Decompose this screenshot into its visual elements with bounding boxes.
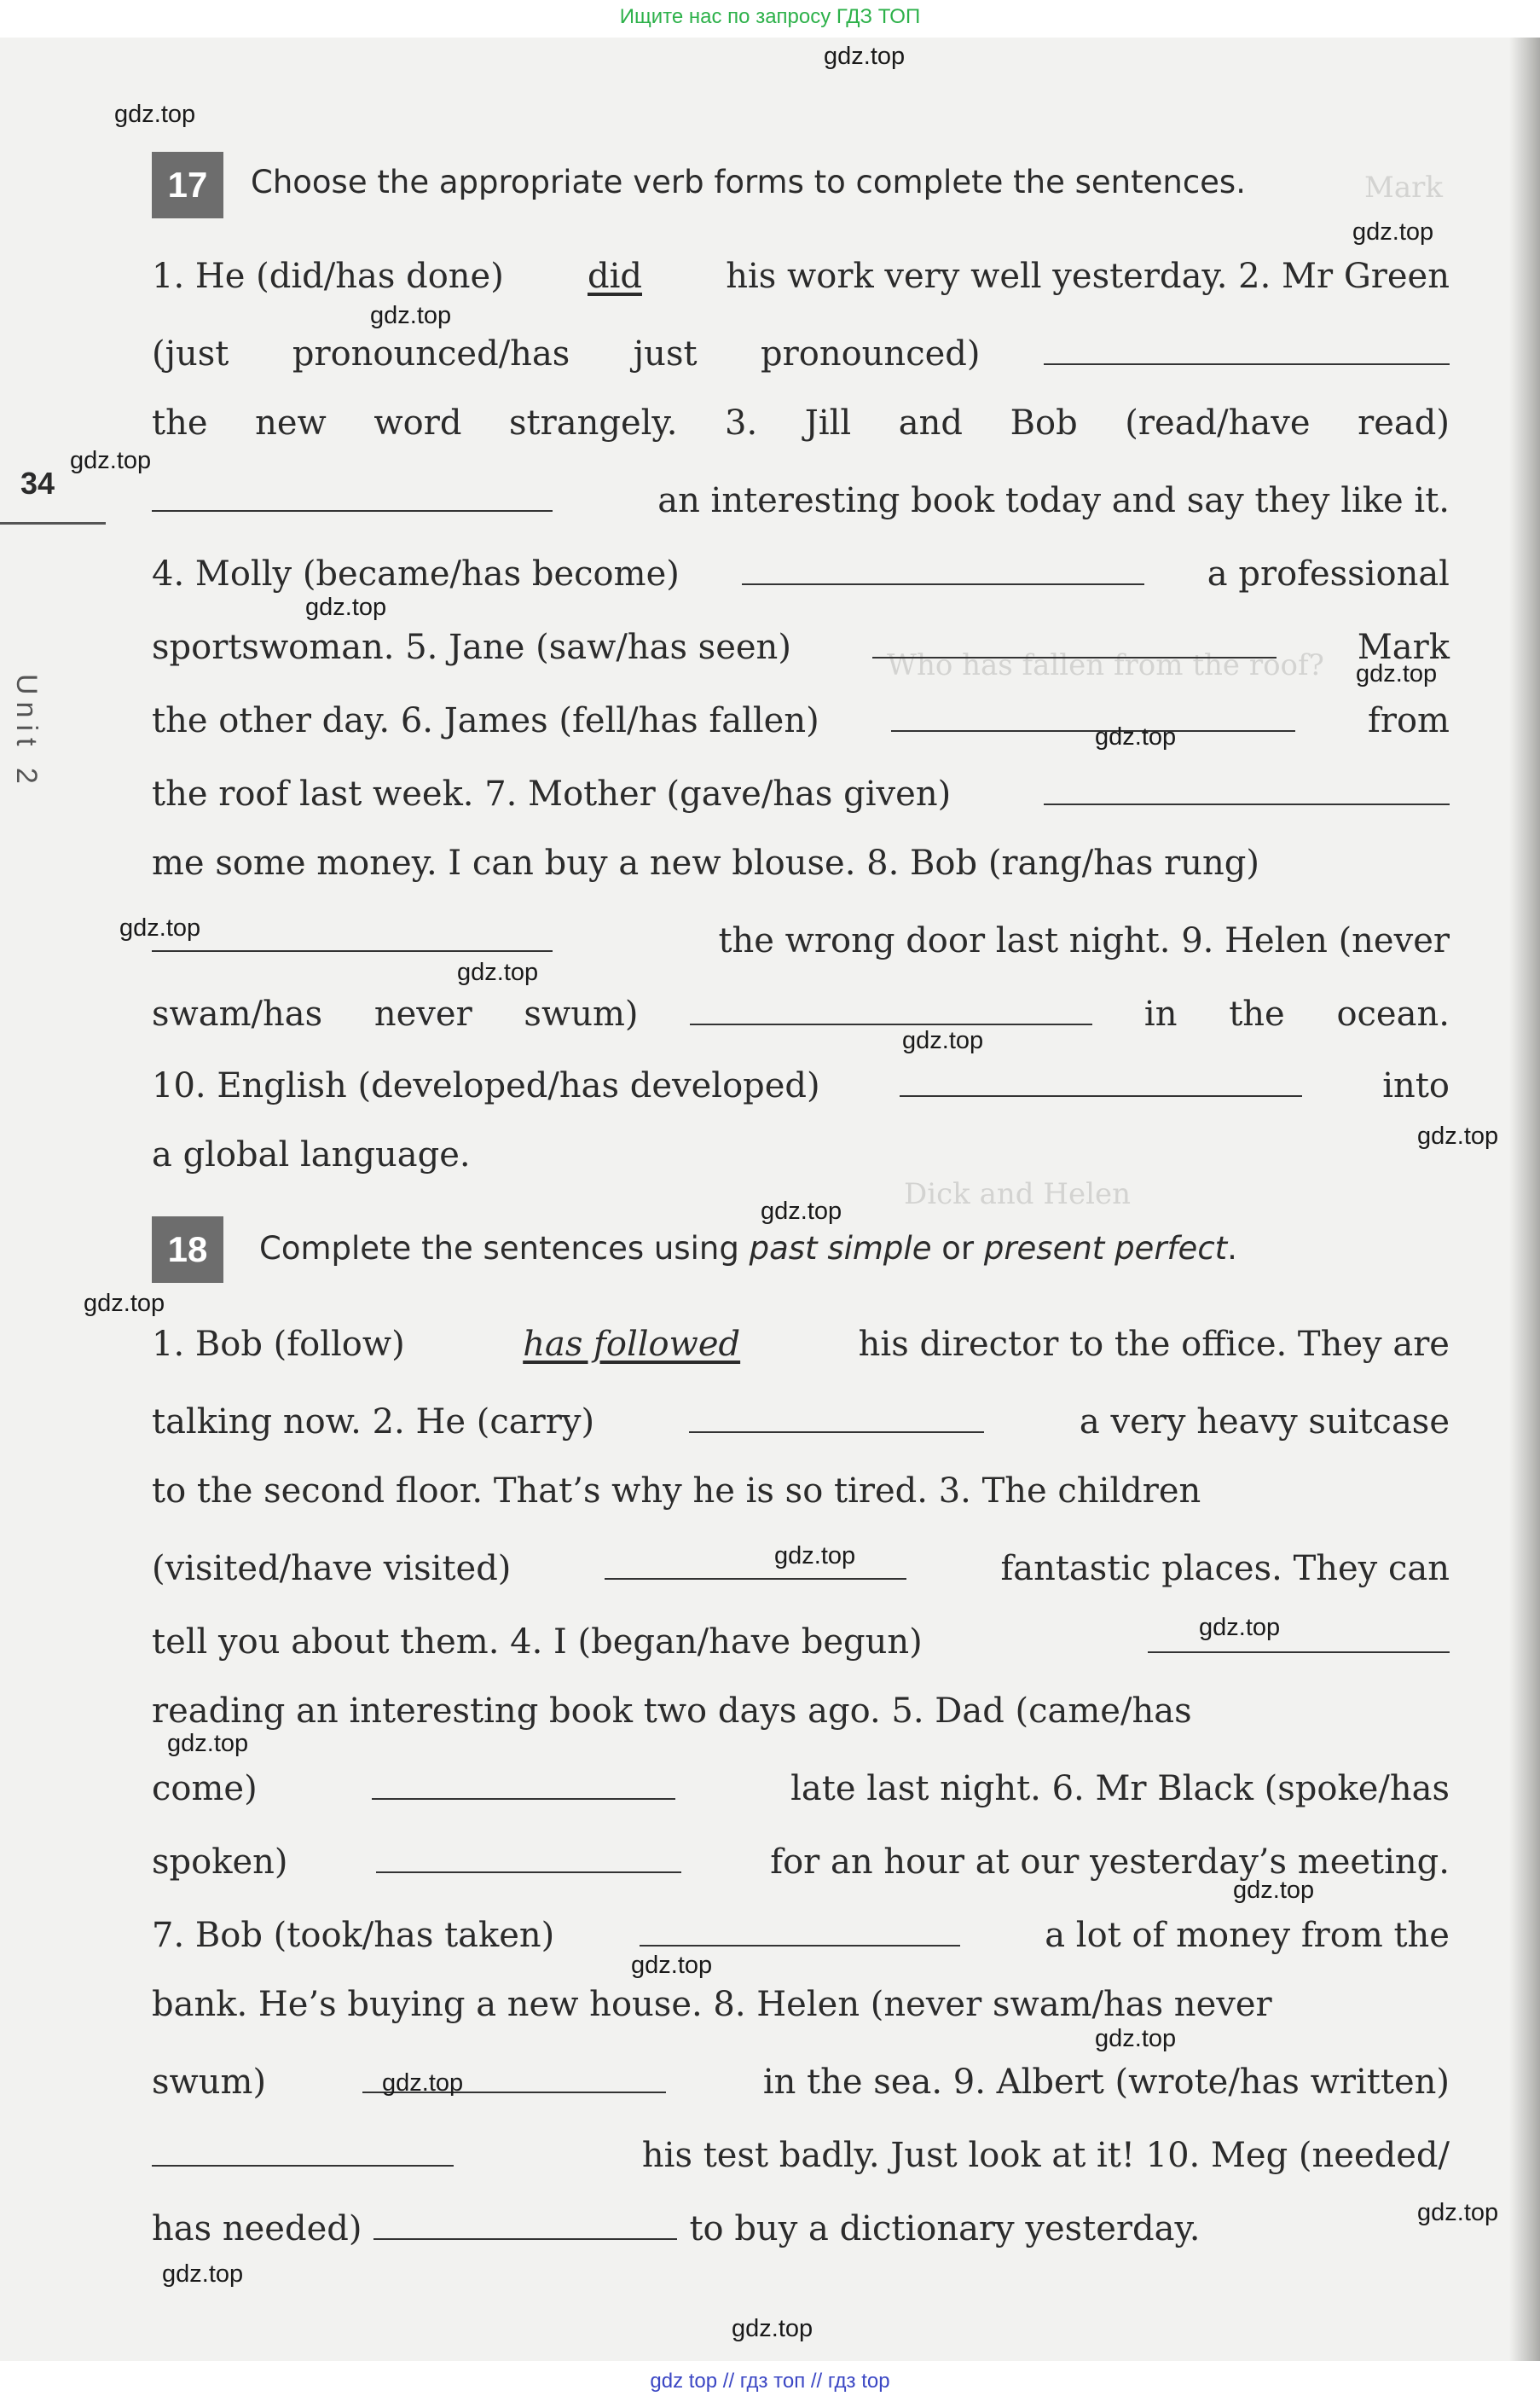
ex17-line-5: 4. Molly (became/has become) a professional [152,546,1450,598]
ex18-line-3: to the second floor. That’s why he is so tired. 3. The children [152,1471,1201,1511]
divider [0,522,106,525]
answer-has-followed: has followed [523,1325,741,1364]
watermark: gdz.top [1352,218,1434,246]
ex17-line-8: the roof last week. 7. Mother (gave/has given) [152,766,1450,818]
answer-blank[interactable] [1148,1614,1450,1653]
ex18-line-4: (visited/have visited) fantastic places. They can [152,1540,1450,1593]
ex17-line-1: 1. He (did/has done) did his work very well yesterday. 2. Mr Green [152,252,1450,300]
watermark: gdz.top [1417,1123,1499,1150]
answer-blank[interactable] [640,1907,960,1947]
bottom-banner[interactable]: gdz top // гдз топ // гдз top [0,2361,1540,2402]
ex17-line-4: an interesting book today and say they like it. [152,473,1450,525]
watermark: gdz.top [382,2069,464,2097]
watermark: gdz.top [70,447,152,474]
answer-blank[interactable] [690,986,1092,1025]
ex18-line-12: his test badly. Just look at it! 10. Meg (needed/ [152,2127,1450,2179]
watermark: gdz.top [732,2315,813,2342]
ex18-line-1: 1. Bob (follow) has followed his director to the office. They are [152,1320,1450,1368]
page-binding-shadow [1509,38,1540,2361]
answer-blank[interactable] [689,1394,984,1433]
watermark: gdz.top [305,594,387,621]
answer-blank[interactable] [1044,326,1450,365]
watermark: gdz.top [824,43,906,70]
answer-blank[interactable] [152,913,553,952]
answer-blank[interactable] [605,1540,906,1580]
exercise-18-badge: 18 [152,1216,223,1283]
watermark: gdz.top [1233,1877,1315,1904]
ex17-line-2: (just pronounced/has just pronounced) [152,326,1450,378]
ex17-line-11: swam/has never swum) in the ocean. [152,986,1450,1038]
answer-blank[interactable] [152,473,553,512]
watermark: gdz.top [457,959,539,986]
watermark: gdz.top [1417,2199,1499,2226]
watermark: gdz.top [1095,723,1177,751]
watermark: gdz.top [1095,2025,1177,2052]
exercise-18-title: Complete the sentences using past simple or present perfect. [259,1230,1237,1267]
watermark: gdz.top [84,1290,165,1317]
watermark: gdz.top [162,2260,244,2288]
show-through-text: Mark [1364,171,1443,205]
ex18-line-7: come) late last night. 6. Mr Black (spoke/has [152,1761,1450,1813]
ex18-line-11: swum) in the sea. 9. Albert (wrote/has written) [152,2054,1450,2106]
watermark: gdz.top [902,1027,984,1054]
ex17-line-7: the other day. 6. James (fell/has fallen) from [152,693,1450,745]
exercise-17-title: Choose the appropriate verb forms to complete the sentences. [251,164,1246,200]
answer-did: did [588,257,643,296]
ex17-line-3: the new word strangely. 3. Jill and Bob (read/have read) [152,403,1450,443]
watermark: gdz.top [119,914,201,942]
watermark: gdz.top [761,1198,842,1225]
show-through-text: Dick and Helen [904,1177,1131,1211]
watermark: gdz.top [1199,1614,1281,1641]
ex17-line-9: me some money. I can buy a new blouse. 8. Bob (rang/has rung) [152,844,1259,883]
watermark: gdz.top [114,101,196,128]
ex18-line-5: tell you about them. 4. I (began/have begun) [152,1614,1450,1666]
show-through-text: Who has fallen from the roof? [887,648,1324,682]
watermark: gdz.top [774,1542,856,1569]
ex18-line-8: spoken) for an hour at our yesterday’s meeting. [152,1834,1450,1886]
ex17-line-12: 10. English (developed/has developed) into [152,1058,1450,1110]
page-number: 34 [20,466,55,501]
watermark: gdz.top [631,1952,713,1979]
ex17-line-6: sportswoman. 5. Jane (saw/has seen) Mark [152,619,1450,671]
answer-blank[interactable] [872,619,1277,659]
ex18-line-9: 7. Bob (took/has taken) a lot of money from the [152,1907,1450,1959]
exercise-17-badge: 17 [152,152,223,218]
answer-blank[interactable] [900,1058,1302,1097]
unit-label: Unit 2 [10,674,43,791]
answer-blank[interactable] [891,693,1295,732]
ex18-line-13: has needed) to buy a dictionary yesterday. [152,2201,1450,2253]
ex18-line-10: bank. He’s buying a new house. 8. Helen (never swam/has never [152,1985,1272,2024]
watermark: gdz.top [370,302,452,329]
watermark: gdz.top [1356,660,1438,688]
ex17-line-10: the wrong door last night. 9. Helen (never [152,913,1450,965]
answer-blank[interactable] [1044,766,1450,805]
ex18-line-6: reading an interesting book two days ago. 5. Dad (came/has [152,1691,1192,1731]
watermark: gdz.top [167,1730,249,1757]
top-banner[interactable]: Ищите нас по запросу ГДЗ ТОП [0,0,1540,38]
ex18-line-2: talking now. 2. He (carry) a very heavy suitcase [152,1394,1450,1446]
answer-blank[interactable] [373,2201,677,2240]
answer-blank[interactable] [742,546,1144,585]
answer-blank[interactable] [376,1834,681,1873]
answer-blank[interactable] [372,1761,675,1800]
ex17-line-13: a global language. [152,1135,471,1175]
answer-blank[interactable] [152,2127,454,2167]
